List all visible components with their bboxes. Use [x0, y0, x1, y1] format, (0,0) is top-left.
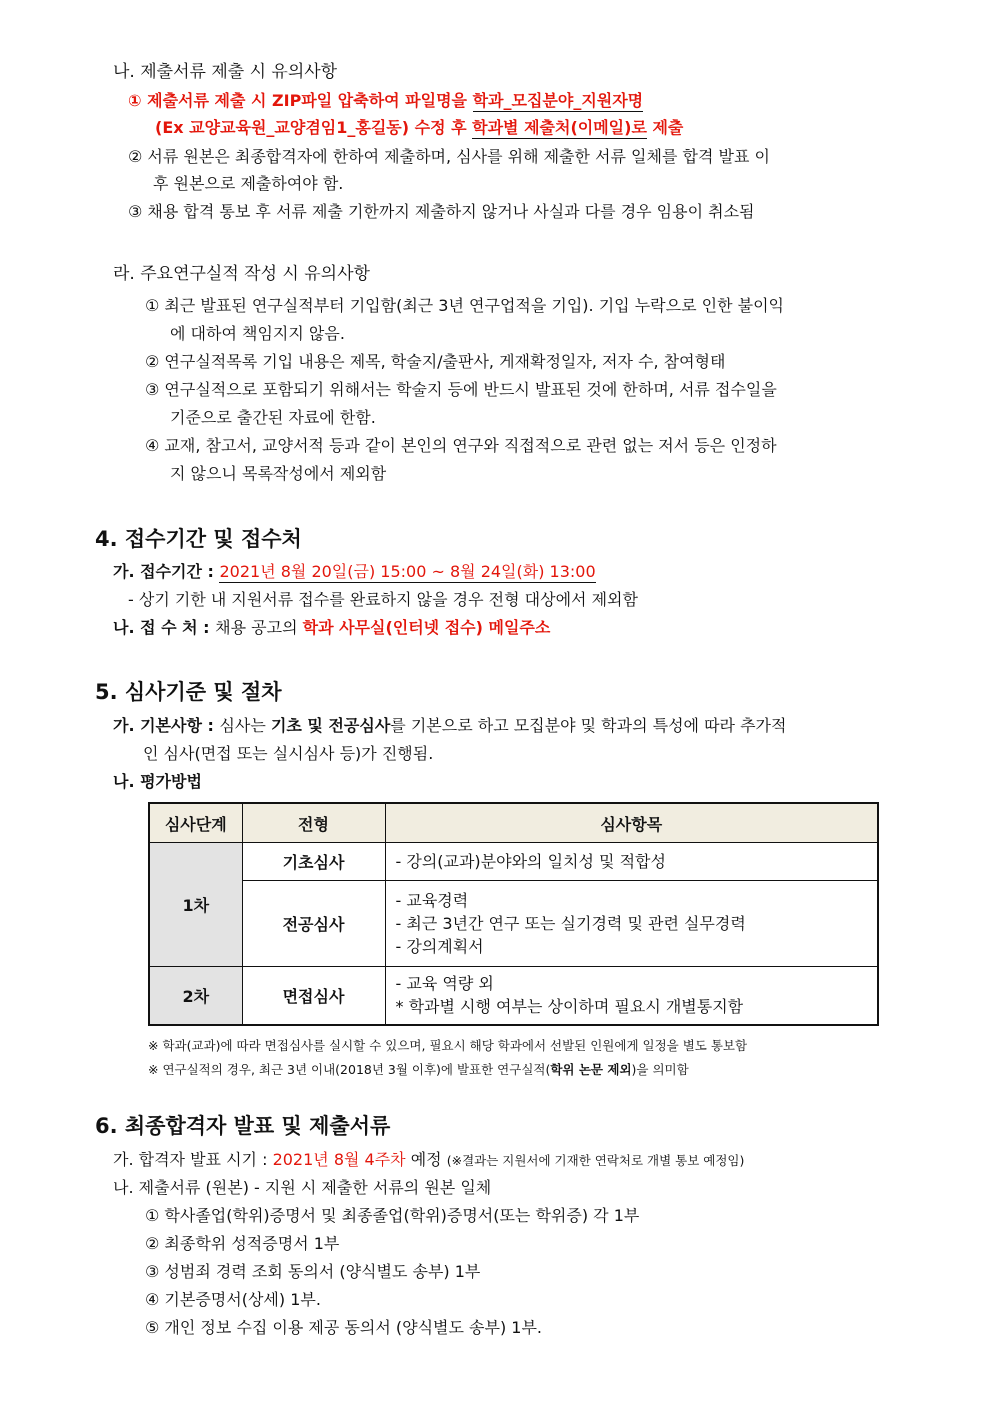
- application-place: [113, 616, 550, 640]
- submission-note-1-line2: [155, 116, 683, 140]
- item-major-cell: [385, 881, 878, 967]
- type-basic-cell: 기초심사: [242, 843, 385, 881]
- item-major-line: - 강의계획서: [395, 937, 484, 956]
- basic-criteria-line2: 인 심사(면접 또는 실시심사 등)가 진행됨.: [143, 744, 434, 763]
- table-header-type: 전형: [242, 803, 385, 843]
- type-interview-cell: 면접심사: [242, 967, 385, 1025]
- basic-criteria-text-b: 를 기본으로 하고 모집분야 및 학과의 특성에 따라 추가적: [390, 716, 787, 735]
- application-period-note: - 상기 기한 내 지원서류 접수를 완료하지 않을 경우 전형 대상에서 제외함: [128, 590, 638, 609]
- section-title-6: 6. 최종합격자 발표 및 제출서류: [95, 1114, 391, 1138]
- stage-1-cell: 1차: [149, 843, 242, 967]
- application-place-value: 학과 사무실(인터넷 접수) 메일주소: [302, 618, 551, 637]
- application-period: [113, 560, 596, 584]
- evaluation-note-2-text-a: ※ 연구실적의 경우, 최근 3년 이내(2018년 3월 이후)에 발표한 연구실적(: [148, 1062, 551, 1077]
- basic-criteria-bold: 기초 및 전공심사: [270, 716, 391, 735]
- table-row: [149, 843, 878, 881]
- announcement-timing: [113, 1148, 744, 1173]
- basic-criteria-label: 가. 기본사항 :: [113, 716, 220, 735]
- filename-format: 학과_모집분야_지원자명: [472, 91, 644, 110]
- submission-docs-label: 나. 제출서류 (원본) - 지원 시 제출한 서류의 원본 일체: [113, 1178, 492, 1197]
- table-header-stage: 심사단계: [149, 803, 242, 843]
- application-place-text: 채용 공고의: [215, 618, 303, 637]
- list-item: ② 최종학위 성적증명서 1부: [145, 1234, 340, 1253]
- application-place-label: 나. 접 수 처 :: [113, 618, 216, 637]
- submission-note-2-line2: 후 원본으로 제출하여야 함.: [153, 174, 344, 193]
- item-basic-cell: - 강의(교과)분야와의 일치성 및 적합성: [385, 843, 878, 881]
- submission-note-2-line1: ② 서류 원본은 최종합격자에 한하여 제출하며, 심사를 위해 제출한 서류 일체를 합격 발표 이: [128, 147, 770, 166]
- research-note-3-line1: ③ 연구실적으로 포함되기 위해서는 학술지 등에 반드시 발표된 것에 한하며, 서류 접수일을: [145, 380, 777, 399]
- section-heading-research-notes: 라. 주요연구실적 작성 시 유의사항: [113, 264, 370, 284]
- announcement-value: 2021년 8월 4주차: [272, 1150, 406, 1169]
- table-header-row: [149, 803, 878, 843]
- submission-note-3: ③ 채용 합격 통보 후 서류 제출 기한까지 제출하지 않거나 사실과 다를 경우 임용이 취소됨: [128, 202, 755, 221]
- item-interview-line: - 교육 역량 외: [395, 974, 494, 994]
- evaluation-note-1: ※ 학과(교과)에 따라 면접심사를 실시할 수 있으며, 필요시 해당 학과에서 선발된 인원에게 일정을 별도 통보함: [148, 1038, 748, 1053]
- basic-criteria-line1: [113, 714, 786, 738]
- submission-end: 제출: [646, 118, 684, 137]
- research-note-3-line2: 기준으로 출간된 자료에 한함.: [170, 408, 376, 427]
- table-row: [149, 967, 878, 1025]
- type-major-cell: 전공심사: [242, 881, 385, 967]
- evaluation-note-2: [148, 1058, 689, 1082]
- evaluation-table: [148, 802, 879, 1026]
- research-note-1-line2: 에 대하여 책임지지 않음.: [170, 324, 345, 343]
- evaluation-note-2-text-b: )을 의미함: [631, 1062, 689, 1077]
- table-header-items: 심사항목: [385, 803, 878, 843]
- submission-email-target: 학과별 제출처(이메일)로: [472, 118, 647, 137]
- item-major-line: - 최근 3년간 연구 또는 실기경력 및 관련 실무경력: [395, 914, 746, 933]
- stage-2-cell: 2차: [149, 967, 242, 1025]
- application-period-value: 2021년 8월 20일(금) 15:00 ~ 8월 24일(화) 13:00: [219, 562, 596, 581]
- basic-criteria-text-a: 심사는: [219, 716, 271, 735]
- item-major-line: - 교육경력: [395, 891, 469, 910]
- evaluation-note-2-bold: 학위 논문 제외: [550, 1062, 632, 1077]
- announcement-note: (※결과는 지원서에 기재한 연락처로 개별 통보 예정임): [446, 1153, 745, 1168]
- section-title-4: 4. 접수기간 및 접수처: [95, 527, 302, 551]
- announcement-label: 가. 합격자 발표 시기 :: [113, 1150, 273, 1169]
- announcement-after: 예정: [405, 1150, 447, 1169]
- research-note-4-line2: 지 않으니 목록작성에서 제외함: [170, 464, 387, 483]
- item-interview-line: * 학과별 시행 여부는 상이하며 필요시 개별통지함: [395, 997, 744, 1017]
- filename-example: (Ex 교양교육원_교양겸임1_홍길동) 수정 후: [155, 118, 473, 137]
- list-item: ① 학사졸업(학위)증명서 및 최종졸업(학위)증명서(또는 학위증) 각 1부: [145, 1206, 640, 1225]
- list-item: ④ 기본증명서(상세) 1부.: [145, 1290, 321, 1309]
- item-interview-cell: [385, 967, 878, 1025]
- application-period-label: 가. 접수기간 :: [113, 562, 220, 581]
- section-title-5: 5. 심사기준 및 절차: [95, 680, 282, 704]
- research-note-1-line1: ① 최근 발표된 연구실적부터 기입함(최근 3년 연구업적을 기입). 기입 누락으로 인한 불이익: [145, 296, 784, 315]
- research-note-4-line1: ④ 교재, 참고서, 교양서적 등과 같이 본인의 연구와 직접적으로 관련 없는 저서 등은 인정하: [145, 436, 777, 455]
- submission-note-1-line1: [128, 89, 643, 113]
- submission-note-1-text: ① 제출서류 제출 시 ZIP파일 압축하여 파일명을: [128, 91, 473, 110]
- evaluation-method-label: 나. 평가방법: [113, 772, 202, 791]
- research-note-2: ② 연구실적목록 기입 내용은 제목, 학술지/출판사, 게재확정일자, 저자 수, 참여형태: [145, 352, 726, 371]
- table-row: [149, 881, 878, 967]
- section-heading-submission-notes: 나. 제출서류 제출 시 유의사항: [113, 62, 338, 82]
- list-item: ③ 성범죄 경력 조회 동의서 (양식별도 송부) 1부: [145, 1262, 481, 1281]
- list-item: ⑤ 개인 정보 수집 이용 제공 동의서 (양식별도 송부) 1부.: [145, 1318, 542, 1337]
